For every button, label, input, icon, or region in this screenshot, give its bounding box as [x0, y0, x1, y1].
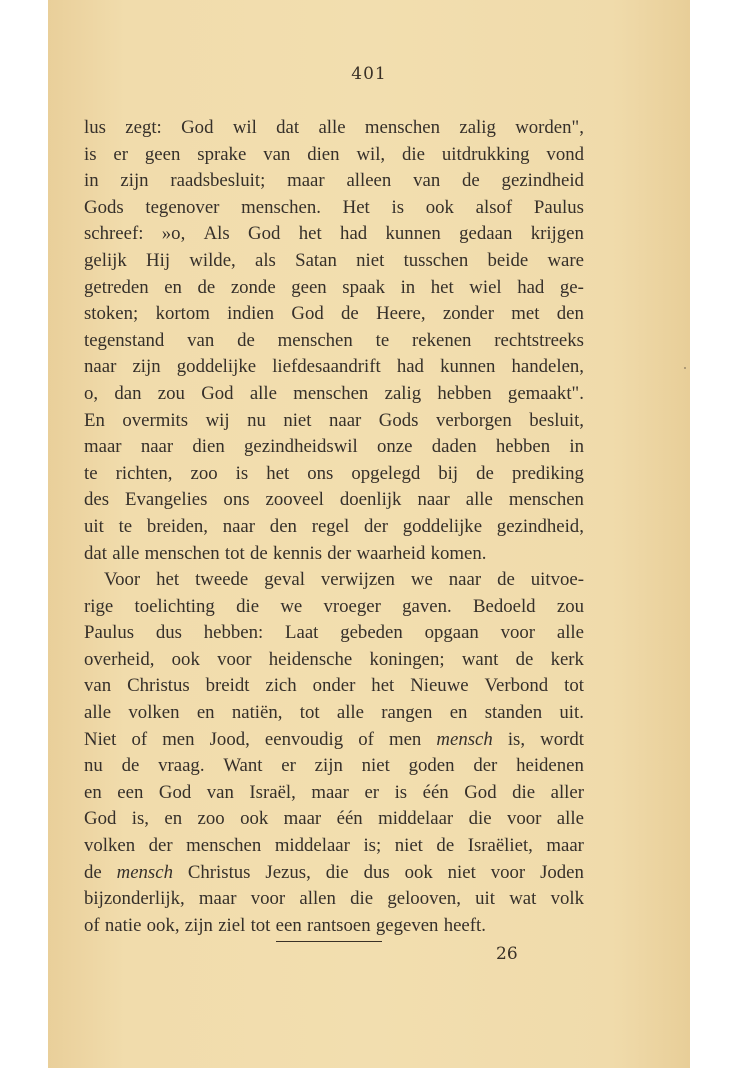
text-line: lus zegt: God wil dat alle menschen zalig worden", [84, 117, 584, 138]
text-line: de mensch Christus Jezus, die dus ook niet voor Joden [84, 861, 584, 883]
text-line: Voor het tweede geval verwijzen we naar de uitvoe- [104, 569, 584, 591]
text-line: dat alle menschen tot de kennis der waarheid komen. [84, 542, 487, 564]
text-line: volken der menschen middelaar is; niet de Israëliet, maar [84, 835, 584, 857]
signature-mark: 26 [496, 944, 518, 964]
text-line: Gods tegenover menschen. Het is ook alsof Paulus [84, 196, 584, 218]
text-line: overheid, ook voor heidensche koningen; want de kerk [84, 648, 584, 670]
text-line: maar naar dien gezindheidswil onze daden hebben in [84, 436, 584, 458]
text-line: van Christus breidt zich onder het Nieuwe Verbond tot [84, 675, 584, 697]
text-line: en een God van Israël, maar er is één God die aller [84, 781, 584, 803]
text-line: Paulus dus hebben: Laat gebeden opgaan voor alle [84, 622, 584, 644]
text-line: is er geen sprake van dien wil, die uitdrukking vond [84, 143, 584, 165]
page-number: 401 [351, 64, 387, 84]
text-line: En overmits wij nu niet naar Gods verborgen besluit, [84, 409, 584, 431]
text-line: bijzonderlijk, maar voor allen die gelooven, uit wat volk [84, 888, 584, 910]
text-line: tegenstand van de menschen te rekenen rechtstreeks [84, 329, 584, 351]
paper-speck [684, 367, 686, 369]
text-line: des Evangelies ons zooveel doenlijk naar alle menschen [84, 489, 584, 511]
text-line: Niet of men Jood, eenvoudig of men mensch is, wordt [84, 728, 584, 750]
text-line: o, dan zou God alle menschen zalig hebben gemaakt". [84, 382, 584, 404]
text-line: alle volken en natiën, tot alle rangen en standen uit. [84, 702, 584, 724]
text-line: te richten, zoo is het ons opgelegd bij de prediking [84, 462, 584, 484]
body-text [84, 115, 584, 939]
text-line: uit te breiden, naar den regel der goddelijke gezindheid, [84, 515, 584, 537]
text-line: stoken; kortom indien God de Heere, zonder met den [84, 303, 584, 325]
text-line: naar zijn goddelijke liefdesaandrift had kunnen handelen, [84, 356, 584, 378]
text-line: getreden en de zonde geen spaak in het wiel had ge- [84, 276, 584, 298]
text-line: schreef: »o, Als God het had kunnen gedaan krijgen [84, 223, 584, 245]
text-line: of natie ook, zijn ziel tot een rantsoen gegeven heeft. [84, 914, 486, 936]
text-line: God is, en zoo ook maar één middelaar die voor alle [84, 808, 584, 830]
text-line: nu de vraag. Want er zijn niet goden der heidenen [84, 755, 584, 777]
text-line: rige toelichting die we vroeger gaven. Bedoeld zou [84, 595, 584, 617]
text-line: in zijn raadsbesluit; maar alleen van de gezindheid [84, 170, 584, 192]
book-page [48, 0, 690, 1068]
footer-rule [276, 941, 382, 942]
text-line: gelijk Hij wilde, als Satan niet tusschen beide ware [84, 249, 584, 271]
